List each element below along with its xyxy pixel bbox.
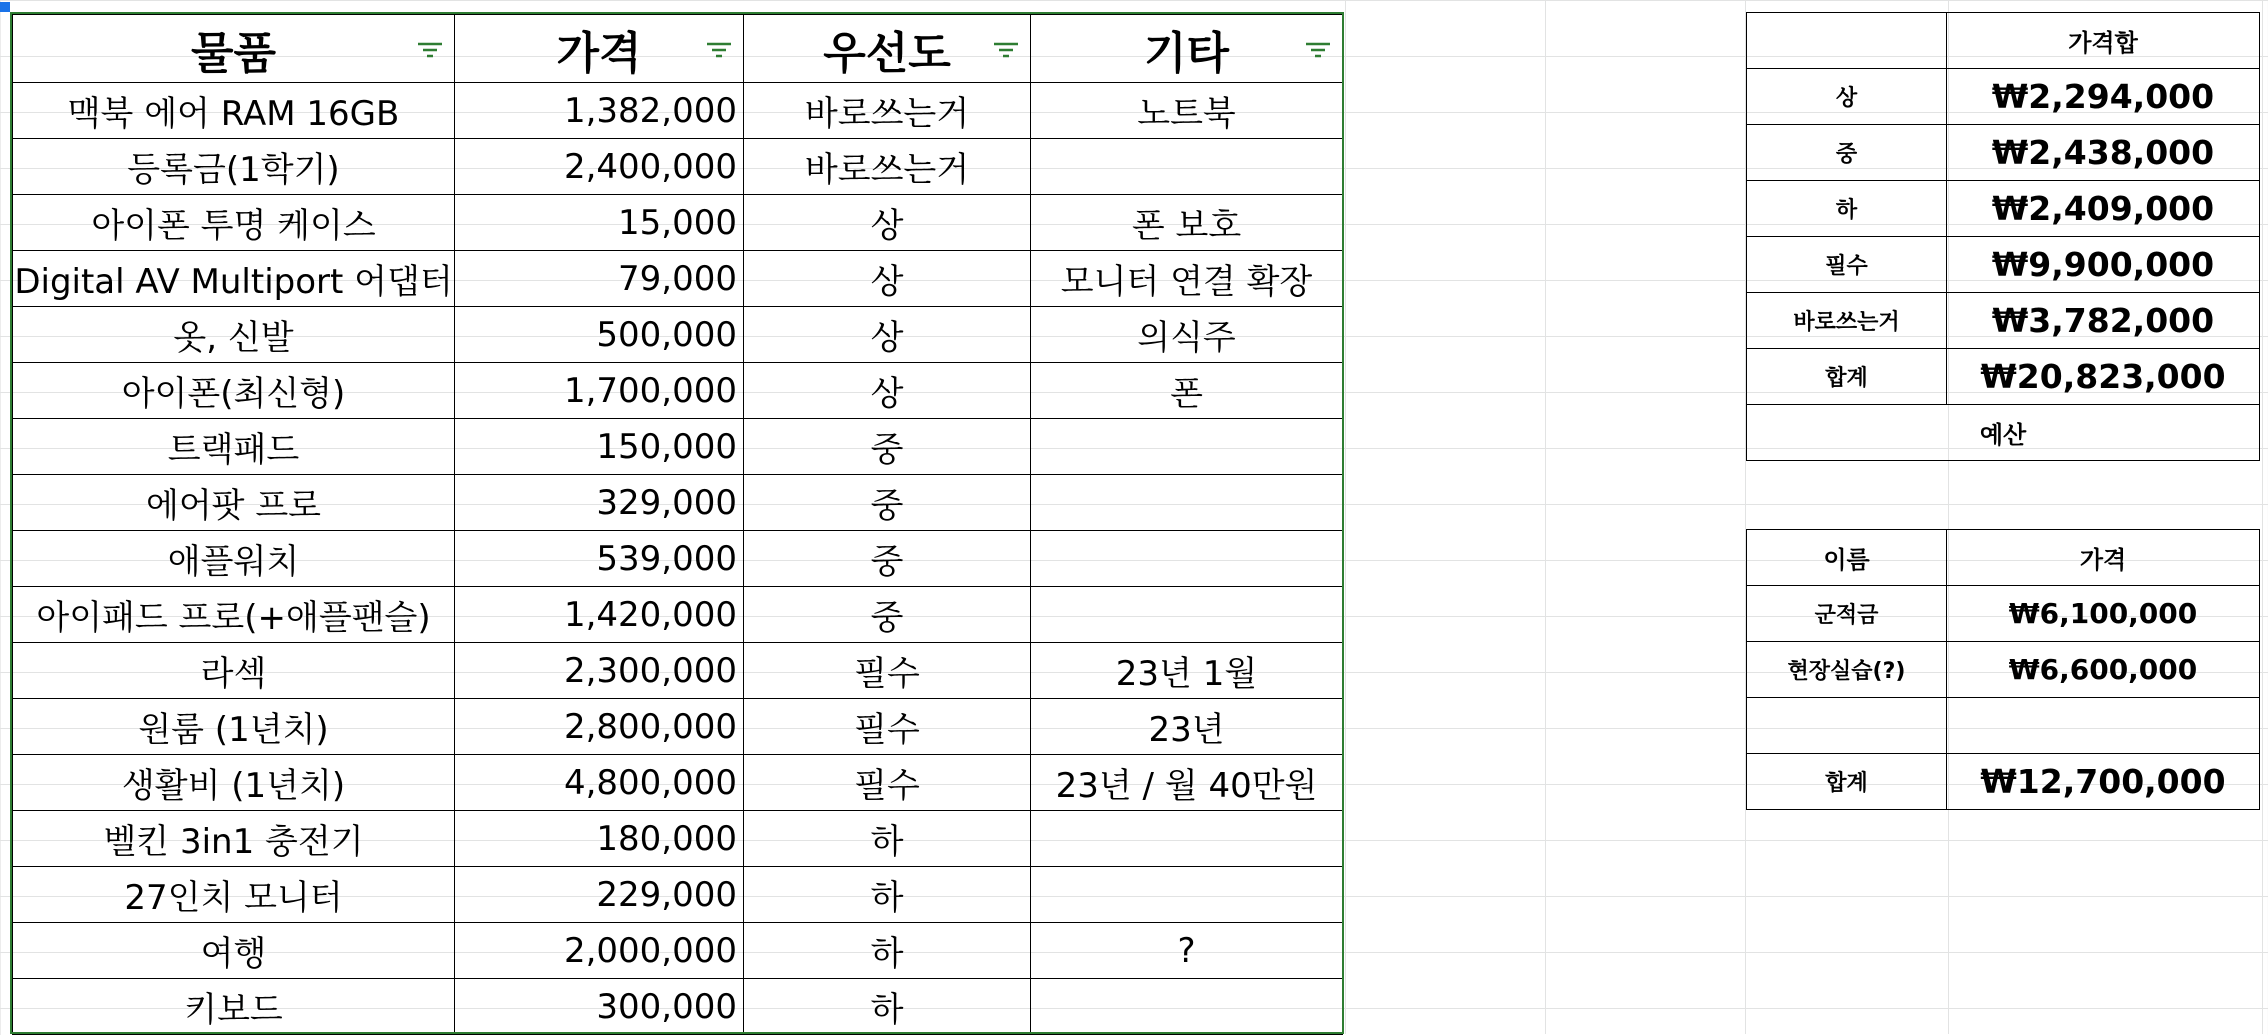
table-row	[13, 643, 1343, 699]
etc-cell[interactable]: 23년 1월	[1031, 643, 1343, 699]
budget-header-row	[1747, 530, 2260, 586]
summary-label[interactable]: 바로쓰는거	[1747, 293, 1947, 349]
price-cell[interactable]: 2,800,000	[455, 699, 744, 755]
priority-cell[interactable]: 중	[744, 531, 1031, 587]
grid-line	[1345, 0, 1346, 1034]
table-row	[13, 587, 1343, 643]
priority-cell[interactable]: 하	[744, 867, 1031, 923]
summary-label[interactable]: 하	[1747, 181, 1947, 237]
selection-handle[interactable]	[0, 2, 10, 12]
grid-line	[1545, 0, 1546, 1034]
budget-row	[1747, 698, 2260, 754]
shopping-list-table	[12, 14, 1343, 1035]
table-row	[13, 867, 1343, 923]
item-cell[interactable]: 키보드	[13, 979, 455, 1035]
item-cell[interactable]: 애플워치	[13, 531, 455, 587]
price-cell[interactable]: 2,000,000	[455, 923, 744, 979]
price-cell[interactable]: 300,000	[455, 979, 744, 1035]
filter-icon[interactable]	[705, 41, 733, 59]
table-row	[13, 195, 1343, 251]
item-cell[interactable]: 맥북 에어 RAM 16GB	[13, 83, 455, 139]
budget-label[interactable]	[1747, 698, 1947, 754]
priority-cell[interactable]: 상	[744, 195, 1031, 251]
etc-cell[interactable]: 모니터 연결 확장	[1031, 251, 1343, 307]
price-cell[interactable]: 79,000	[455, 251, 744, 307]
summary-label[interactable]: 합계	[1747, 349, 1947, 405]
table-row	[13, 419, 1343, 475]
summary-row	[1747, 69, 2260, 125]
priority-cell[interactable]: 하	[744, 811, 1031, 867]
etc-cell[interactable]	[1031, 811, 1343, 867]
item-cell[interactable]: 등록금(1학기)	[13, 139, 455, 195]
item-cell[interactable]: 옷, 신발	[13, 307, 455, 363]
table-row	[13, 755, 1343, 811]
etc-cell[interactable]: 23년	[1031, 699, 1343, 755]
price-cell[interactable]: 15,000	[455, 195, 744, 251]
header-row	[13, 15, 1343, 83]
summary-row	[1747, 181, 2260, 237]
summary-header-row	[1747, 13, 2260, 69]
budget-title[interactable]: 예산	[1747, 405, 2260, 461]
priority-cell[interactable]: 상	[744, 363, 1031, 419]
filter-icon[interactable]	[416, 41, 444, 59]
summary-value[interactable]: ₩3,782,000	[1947, 293, 2260, 349]
header-priority[interactable]: 우선도	[744, 15, 1031, 83]
grid-line	[2262, 0, 2263, 1034]
table-row	[13, 307, 1343, 363]
summary-label[interactable]: 상	[1747, 69, 1947, 125]
priority-cell[interactable]: 중	[744, 475, 1031, 531]
summary-value[interactable]: ₩2,438,000	[1947, 125, 2260, 181]
item-cell[interactable]: 여행	[13, 923, 455, 979]
table-row	[13, 475, 1343, 531]
summary-row	[1747, 237, 2260, 293]
table-row	[13, 979, 1343, 1035]
summary-value[interactable]: ₩20,823,000	[1947, 349, 2260, 405]
price-cell[interactable]: 500,000	[455, 307, 744, 363]
price-cell[interactable]: 1,382,000	[455, 83, 744, 139]
item-cell[interactable]: 원룸 (1년치)	[13, 699, 455, 755]
item-cell[interactable]: 27인치 모니터	[13, 867, 455, 923]
summary-row	[1747, 349, 2260, 405]
etc-cell[interactable]: 폰	[1031, 363, 1343, 419]
etc-cell[interactable]	[1031, 587, 1343, 643]
item-cell[interactable]: 아이폰 투명 케이스	[13, 195, 455, 251]
table-row	[13, 363, 1343, 419]
header-item[interactable]: 물품	[13, 15, 455, 83]
budget-label[interactable]: 현장실습(?)	[1747, 642, 1947, 698]
budget-col-price[interactable]: 가격	[1947, 530, 2260, 586]
summary-row	[1747, 293, 2260, 349]
etc-cell[interactable]: 23년 / 월 40만원	[1031, 755, 1343, 811]
budget-col-name[interactable]: 이름	[1747, 530, 1947, 586]
table-row	[13, 251, 1343, 307]
priority-cell[interactable]: 필수	[744, 755, 1031, 811]
summary-label[interactable]: 중	[1747, 125, 1947, 181]
price-cell[interactable]: 2,400,000	[455, 139, 744, 195]
etc-cell[interactable]: ?	[1031, 923, 1343, 979]
priority-cell[interactable]: 상	[744, 307, 1031, 363]
price-cell[interactable]: 539,000	[455, 531, 744, 587]
budget-label[interactable]: 군적금	[1747, 586, 1947, 642]
table-row	[13, 139, 1343, 195]
priority-cell[interactable]: 하	[744, 923, 1031, 979]
summary-value[interactable]: ₩9,900,000	[1947, 237, 2260, 293]
etc-cell[interactable]	[1031, 419, 1343, 475]
item-cell[interactable]: 아이폰(최신형)	[13, 363, 455, 419]
table-row	[13, 83, 1343, 139]
price-summary-table	[1746, 12, 2260, 461]
item-cell[interactable]: 생활비 (1년치)	[13, 755, 455, 811]
budget-value[interactable]: ₩6,100,000	[1947, 586, 2260, 642]
price-cell[interactable]: 1,420,000	[455, 587, 744, 643]
priority-cell[interactable]: 하	[744, 979, 1031, 1035]
item-cell[interactable]: Digital AV Multiport 어댑터	[13, 251, 455, 307]
priority-cell[interactable]: 상	[744, 251, 1031, 307]
budget-total-label[interactable]: 합계	[1747, 754, 1947, 810]
item-cell[interactable]: 벨킨 3in1 충전기	[13, 811, 455, 867]
budget-table	[1746, 529, 2260, 810]
etc-cell[interactable]	[1031, 979, 1343, 1035]
summary-footer-row	[1747, 405, 2260, 461]
budget-row	[1747, 586, 2260, 642]
etc-cell[interactable]	[1031, 867, 1343, 923]
priority-cell[interactable]: 중	[744, 587, 1031, 643]
budget-value[interactable]	[1947, 698, 2260, 754]
summary-label[interactable]: 필수	[1747, 237, 1947, 293]
table-row	[13, 811, 1343, 867]
etc-cell[interactable]: 노트북	[1031, 83, 1343, 139]
cell[interactable]	[1747, 13, 1947, 69]
priority-cell[interactable]: 필수	[744, 643, 1031, 699]
header-etc[interactable]: 기타	[1031, 15, 1343, 83]
price-cell[interactable]: 4,800,000	[455, 755, 744, 811]
price-cell[interactable]: 150,000	[455, 419, 744, 475]
etc-cell[interactable]	[1031, 139, 1343, 195]
table-row	[13, 699, 1343, 755]
priority-cell[interactable]: 필수	[744, 699, 1031, 755]
etc-cell[interactable]: 의식주	[1031, 307, 1343, 363]
priority-cell[interactable]: 바로쓰는거	[744, 83, 1031, 139]
header-price[interactable]: 가격	[455, 15, 744, 83]
filter-icon[interactable]	[992, 41, 1020, 59]
summary-header[interactable]: 가격합	[1947, 13, 2260, 69]
price-cell[interactable]: 329,000	[455, 475, 744, 531]
budget-row	[1747, 642, 2260, 698]
price-cell[interactable]: 2,300,000	[455, 643, 744, 699]
priority-cell[interactable]: 중	[744, 419, 1031, 475]
priority-cell[interactable]: 바로쓰는거	[744, 139, 1031, 195]
table-row	[13, 531, 1343, 587]
budget-value[interactable]: ₩6,600,000	[1947, 642, 2260, 698]
price-cell[interactable]: 1,700,000	[455, 363, 744, 419]
etc-cell[interactable]: 폰 보호	[1031, 195, 1343, 251]
price-cell[interactable]: 180,000	[455, 811, 744, 867]
price-cell[interactable]: 229,000	[455, 867, 744, 923]
table-row	[13, 923, 1343, 979]
item-cell[interactable]: 에어팟 프로	[13, 475, 455, 531]
summary-row	[1747, 125, 2260, 181]
item-cell[interactable]: 트랙패드	[13, 419, 455, 475]
budget-total-value[interactable]: ₩12,700,000	[1947, 754, 2260, 810]
budget-total-row	[1747, 754, 2260, 810]
item-cell[interactable]: 라섹	[13, 643, 455, 699]
summary-value[interactable]: ₩2,294,000	[1947, 69, 2260, 125]
summary-value[interactable]: ₩2,409,000	[1947, 181, 2260, 237]
etc-cell[interactable]	[1031, 475, 1343, 531]
item-cell[interactable]: 아이패드 프로(+애플팬슬)	[13, 587, 455, 643]
filter-icon[interactable]	[1304, 41, 1332, 59]
etc-cell[interactable]	[1031, 531, 1343, 587]
